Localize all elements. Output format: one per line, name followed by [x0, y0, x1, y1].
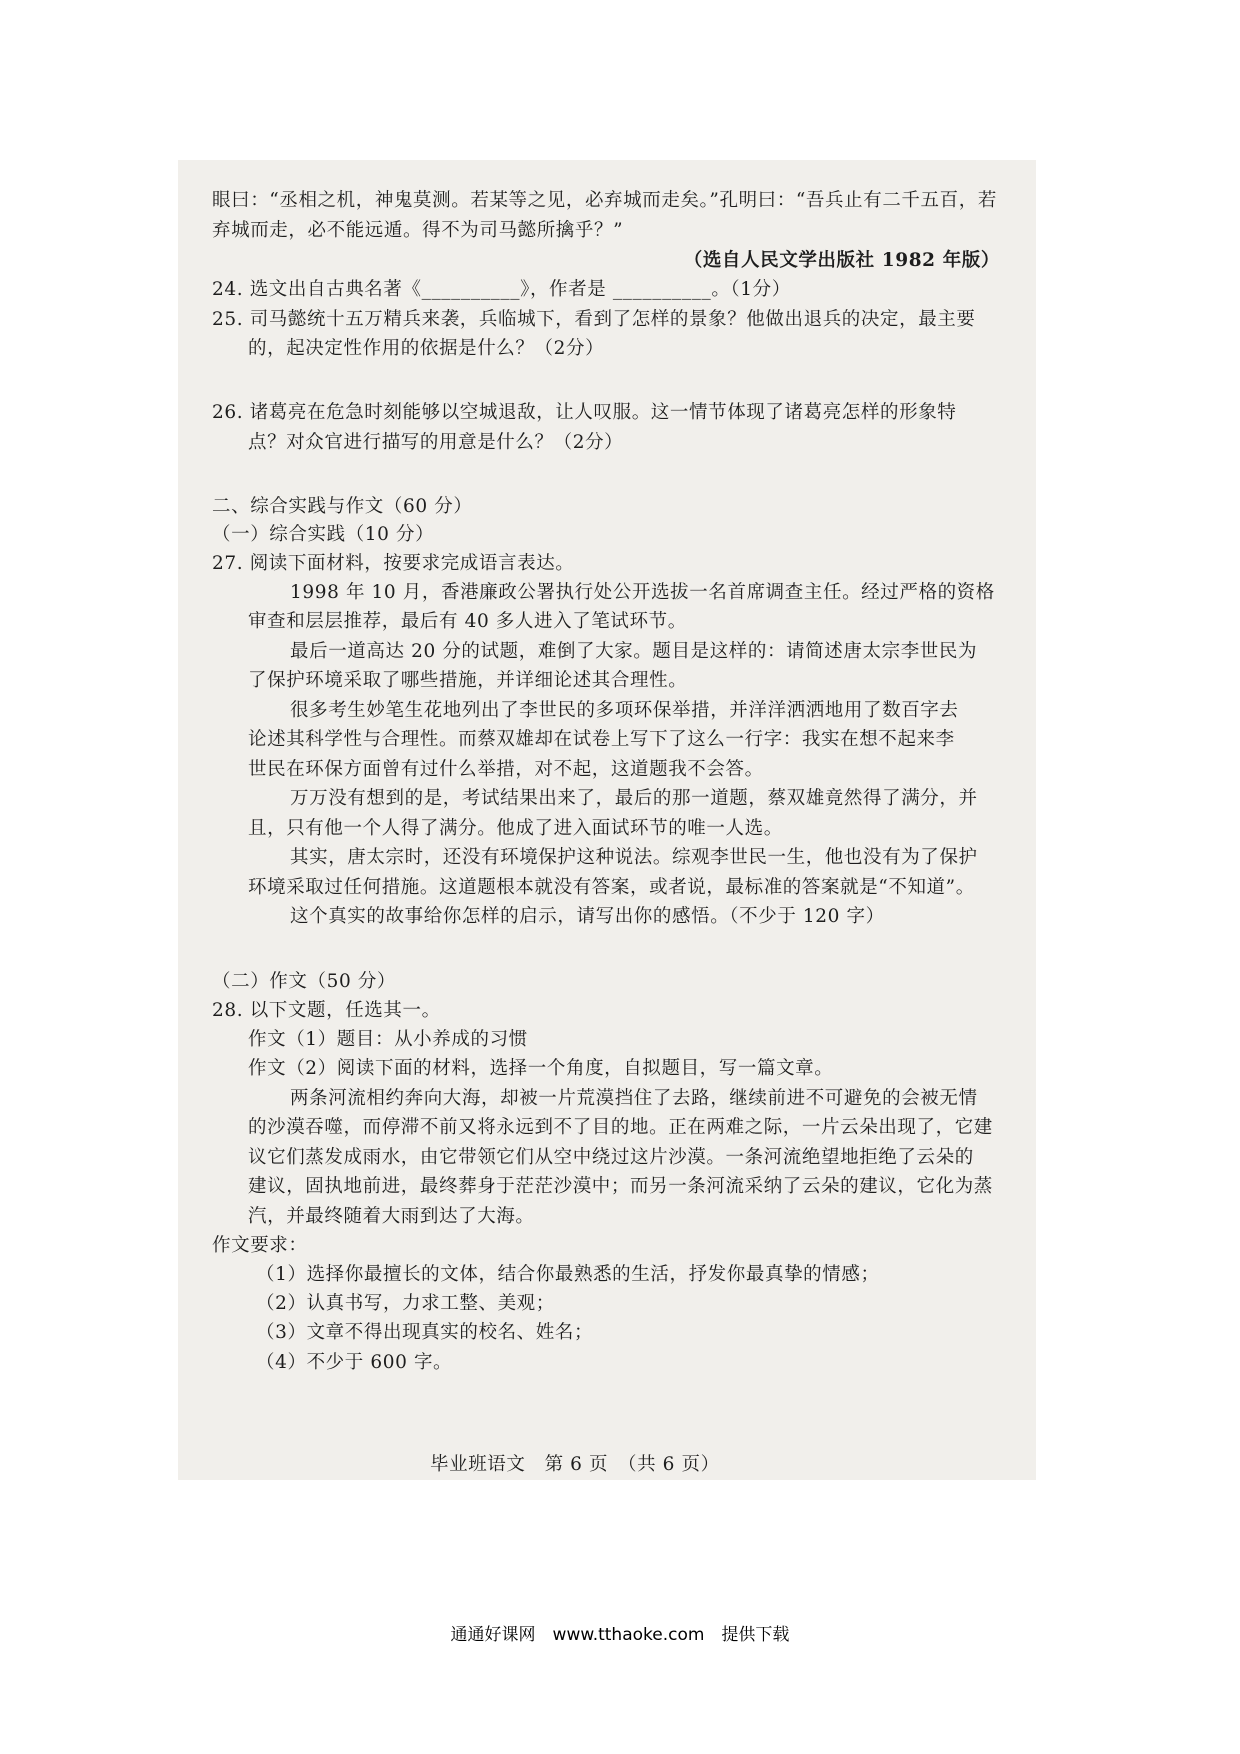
essay-topic-1: 作文（1）题目：从小养成的习惯	[248, 1029, 528, 1050]
page-number: 毕业班语文 第 6 页 （共 6 页）	[430, 1454, 720, 1475]
passage-line-2: 弃城而走，必不能远遁。得不为司马懿所擒乎？”	[212, 220, 624, 241]
question-28: 28. 以下文题，任选其一。	[212, 1000, 441, 1021]
question-26-line-2: 点？对众官进行描写的用意是什么？（2分）	[248, 432, 624, 453]
essay-material-line-4: 建议，固执地前进，最终葬身于茫茫沙漠中；而另一条河流采纳了云朵的建议，它化为蒸	[248, 1176, 993, 1197]
material-p5-line-1: 其实，唐太宗时，还没有环境保护这种说法。综观李世民一生，他也没有为了保护	[290, 847, 978, 868]
material-p5-line-2: 环境采取过任何措施。这道题根本就没有答案，或者说，最标准的答案就是“不知道”。	[248, 877, 975, 898]
essay-material-line-1: 两条河流相约奔向大海，却被一片荒漠挡住了去路，继续前进不可避免的会被无情	[290, 1088, 978, 1109]
material-p3-line-2: 论述其科学性与合理性。而蔡双雄却在试卷上写下了这么一行字：我实在想不起来李	[248, 729, 955, 750]
question-25-line-2: 的，起决定性作用的依据是什么？（2分）	[248, 338, 605, 359]
question-24: 24. 选文出自古典名著《__________》，作者是 __________。（1分）	[212, 279, 791, 300]
essay-material-line-2: 的沙漠吞噬，而停滞不前又将永远到不了目的地。正在两难之际，一片云朵出现了，它建	[248, 1117, 993, 1138]
material-prompt: 这个真实的故事给你怎样的启示，请写出你的感悟。（不少于 120 字）	[290, 906, 885, 927]
material-p3-line-1: 很多考生妙笔生花地列出了李世民的多项环保举措，并洋洋洒洒地用了数百字去	[290, 700, 959, 721]
question-26-line-1: 26. 诸葛亮在危急时刻能够以空城退敌，让人叹服。这一情节体现了诸葛亮怎样的形象特	[212, 402, 957, 423]
section-2-heading: 二、综合实践与作文（60 分）	[212, 496, 473, 517]
material-p4-line-1: 万万没有想到的是，考试结果出来了，最后的那一道题，蔡双雄竟然得了满分，并	[290, 788, 978, 809]
essay-requirement-3: （3）文章不得出现真实的校名、姓名；	[256, 1322, 594, 1343]
essay-requirement-2: （2）认真书写，力求工整、美观；	[256, 1293, 555, 1314]
question-25-line-1: 25. 司马懿统十五万精兵来袭，兵临城下，看到了怎样的景象？他做出退兵的决定，最主要	[212, 309, 976, 330]
essay-material-line-5: 汽，并最终随着大雨到达了大海。	[248, 1206, 535, 1227]
material-p2-line-2: 了保护环境采取了哪些措施，并详细论述其合理性。	[248, 670, 688, 691]
essay-requirements-heading: 作文要求：	[212, 1235, 308, 1256]
subsection-essay-heading: （二）作文（50 分）	[212, 971, 397, 992]
material-p1-line-1: 1998 年 10 月，香港廉政公署执行处公开选拔一名首席调查主任。经过严格的资格	[290, 582, 995, 603]
passage-source: （选自人民文学出版社 1982 年版）	[683, 250, 1000, 271]
subsection-practice-heading: （一）综合实践（10 分）	[212, 524, 435, 545]
essay-material-line-3: 议它们蒸发成雨水，由它带领它们从空中绕过这片沙漠。一条河流绝望地拒绝了云朵的	[248, 1147, 974, 1168]
essay-topic-2: 作文（2）阅读下面的材料，选择一个角度，自拟题目，写一篇文章。	[248, 1058, 834, 1079]
material-p2-line-1: 最后一道高达 20 分的试题，难倒了大家。题目是这样的：请简述唐太宗李世民为	[290, 641, 978, 662]
essay-requirement-1: （1）选择你最擅长的文体，结合你最熟悉的生活，抒发你最真挚的情感；	[256, 1264, 880, 1285]
material-p1-line-2: 审查和层层推荐，最后有 40 多人进入了笔试环节。	[248, 611, 687, 632]
material-p4-line-2: 且，只有他一个人得了满分。他成了进入面试环节的唯一人选。	[248, 818, 783, 839]
site-watermark: 通通好课网 www.tthaoke.com 提供下载	[450, 1625, 790, 1645]
passage-line-1: 眼曰：“丞相之机，神鬼莫测。若某等之见，必弃城而走矣。”孔明曰：“吾兵止有二千五百，若	[212, 190, 997, 211]
essay-requirement-4: （4）不少于 600 字。	[256, 1352, 453, 1373]
material-p3-line-3: 世民在环保方面曾有过什么举措，对不起，这道题我不会答。	[248, 759, 764, 780]
question-27: 27. 阅读下面材料，按要求完成语言表达。	[212, 553, 575, 574]
